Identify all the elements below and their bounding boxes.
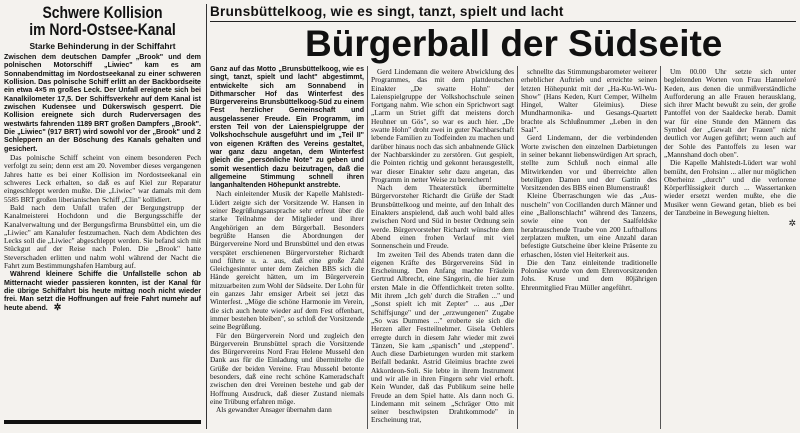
end-mark: ✲ <box>788 218 796 229</box>
ball-column-1-body <box>210 190 364 414</box>
ball-paragraph: Gerd Lindemann, der die verbindenden Worte zwischen den einzelnen Darbietungen in seiner bekannt liebenswürdigen Art sprach, stellte zum Schluß noch einmal alle Mitwirkenden vor und überreichte allen beteiligten Damen und der Gattin des Vorsitzenden des BBS einen Blumenstrauß! <box>521 133 657 193</box>
ball-paragraph: Nach einleitender Musik der Kapelle Mahlstedt-Lüdert zeigte sich der Vorsitzende W. Hansen in seiner Begrüßungsansprache sehr erfreut über die starke Teilnahme der Mitglieder und ihrer Angehörigen an dem Bürgerball. Besonders begrüßte Hansen die Abordnungen der Bürgervereine Nord und Brunsbüttel und den etwas verspätet erschienenen Bürgervorsteher Richardt und führte u. a. aus, daß eine große Zahl Gleichgesinnter unter dem Zeichen BBS sich die Hände gereicht hätten, um im Bürgerverein mitzuarbeiten zum Wohl der Südseite. Der Lohn für ein ganzes Jahr emsiger Arbeit sei jetzt das Winterfest. „Möge die schöne Harmonie im Verein, die sich auch heute wieder auf dem Fest offenbart, immer bestehen bleiben", so schloß der Vorsitzende seine Begrüßung. <box>210 189 364 332</box>
ball-lead: Ganz auf das Motto „Brunsbüttelkoog, wie es singt, tanzt, spielt und lacht" abgestimmt, entwickelte sich am Sonnabend in Dithmarscher Hof das Winterfest des Bürgervereins Brunsbüttelkoog-Süd zu einem Fest herzlicher Gemeinschaft und ausgelassener Freude. Ein Programm, im ersten Teil von der Laienspielgruppe der Volkshochschule ausgeführt und im „Teil II" von eigenen Kräften des Vereins gestaltet, war ganz dazu angetan, dem Winterfest gleich die „persönliche Note" zu geben und somit wesentlich dazu beizutragen, daß die allgemeine Stimmung schnell ihren langanhaltenden Höhepunkt anstrebte. <box>210 66 364 190</box>
ball-column-1 <box>210 66 364 414</box>
ball-headline: Bürgerball der Südseite <box>305 23 723 64</box>
ball-paragraph: Für den Bürgerverein Nord und zugleich den Bürgerverein Brunsbüttel sprach die Vorsitzende des Bürgervereins Nord Frau Helene Mussehl den Dank aus für die Einladung und übermittelte die Grüße der beiden Vereine. Frau Mussehl betonte besonders, daß eine recht schöne Kameradschaft zwischen den drei Vereinen bestehe und gab der Hoffnung Ausdruck, daß dieser Zustand niemals eine Trübung erfahren möge. <box>210 330 364 406</box>
ball-column-2-body <box>371 68 514 425</box>
ball-paragraph: Gerd Lindemann die weitere Abwicklung des Programmes, das mit dem plattdeutschen Einakter „De swatte Hohn" der Laienspielgruppe der Volkshochschule seinen Fortgang nahm. Wie schon ein Sprichwort sagt „Larm un Striet gifft dat meistens dorch Heuhner un Gös", so war es auch hier. „De swatte Hohn" droht zwei in guter Nachbarschaft lebende Familien zu Todfeinden zu machen und darüber hinaus noch das sich anbahnende Glück der Nachbarskinder zu zerstören. Gut gespielt, die Pointen richtig und gekonnt herausgestellt, war dieser Einakter sehr dazu angetan, das Programm in netter Weise zu bereichern! <box>371 67 514 184</box>
ball-column-3-body <box>521 68 657 292</box>
ball-column-4 <box>664 68 796 229</box>
collision-paragraph: Das polnische Schiff scheint von einem besonderen Pech verfolgt zu sein; denn erst am 20. November dieses vergangenen Jahres hatte es bei einer Kollision im Nordostseekanal ein schweres Leck erhalten, so daß es auf Kiel zur Reparatur eingeschleppt werden mußte. Die „Liwiec" war damals mit dem 5585 BRT großen liberianischen Schiff „Clin" kollidiert. <box>4 153 201 204</box>
collision-article <box>4 4 201 313</box>
column-divider <box>660 66 661 429</box>
end-mark: ✲ <box>53 302 62 313</box>
collision-closing-text: Während kleinere Schiffe die Unfallstelle schon ab Mitternacht wieder passieren konnten, ist der Kanal für die übrige Schiffahrt bis heute mittag noch nicht wieder frei. Man setzt die Hoffnungen auf freie Fahrt numehr auf heute abend. <box>4 270 201 313</box>
ball-column-3 <box>521 68 657 292</box>
column-divider <box>206 4 207 429</box>
ball-paragraph: Als gewandter Ansager übernahm dann <box>216 405 332 415</box>
ball-paragraph: schnellte das Stimmungsbarometer weiterer erheblicher Auftrieb und erreichte seinen letzten Höhepunkt mit der „Ha-Ku-Wi-Wu-Show" (Hans Keden, Kurt Cemper, Wilhelm Hingel, Walter Gleimius). Diese Mundharmonika- und Gesangs-Quartett brachte als Schlußnummer „Leben in den Saal". <box>521 67 657 135</box>
kicker-rule <box>210 21 796 22</box>
bottom-rule <box>4 420 201 424</box>
ball-paragraph: Kleine Überraschungen wie das „Aus-nuscheln" von Cocillanden durch Männer und eine „Ballonschlacht" während des Tanzens, sowie eine von der Saalfeldske herabrauschende Traube von 200 Luftballons zerplatzen mußten, um eine Anzahl daran befestigte Gutscheine über kleine Präsente zu erhaschen, lösten viel Heiterkeit aus. <box>521 191 657 259</box>
ball-paragraph: Im zweiten Teil des Abends traten dann die eigenen Kräfte des Bürgervereins Süd in Erscheinung. Den Anfang machte Fräulein Gertrud Albrecht, eine Sängerin, die hier zum ersten Male in die Öffentlichkeit treten sollte. Mit ihrem „Ich geh' durch die Straßen ..." und „Sonst spielt ich mit Zepter" ... aus „Der Schiffsjunge" und der „erzwungenen" Zugabe „So was Dummes ..." eroberte sie sich die Herzen aller Festteilnehmer. Gisela Oehlers erregte durch in diesem Jahr wieder mit zwei Tänzen, Sie kam „spanisch" und „steppend". Auch diese Darbietungen wurden mit starkem Beifall bedankt. Astrid Gleimius brachte zwei Akkordeon-Soli. Sie lebte in ihrem Instrument und wir alle in ihren Fingern sehr viel erhoft. Kein Wunder, daß das Publikum seine helle Freude an dem Spiel hatte. Als dann noch G. Lindemann mit seinem „Schräger Otto mit seiner beschwipsten Drahtkommode" in Erscheinung trat, <box>371 249 514 425</box>
collision-closing <box>4 270 201 312</box>
collision-body <box>4 154 201 270</box>
column-divider <box>517 66 518 429</box>
ball-kicker: Brunsbüttelkoog, wie es singt, tanzt, spielt und lacht <box>210 4 564 19</box>
ball-column-2 <box>371 68 514 425</box>
collision-headline-line2: im Nord-Ostsee-Kanal <box>29 20 176 39</box>
collision-paragraph: Bald nach dem Unfall trafen der Bergungstrupp der Kanalmeisterei Hochdonn und die Bergungsschiffe der Kanalverwaltung und der Bergungsfirma Brunsbüttel ein, um die „Liwiec" am Kanalufer festzumachen. Nach dem Abdichten des Lecks soll die „Liwiec" abgeschleppt werden. Sie befand sich mit Stückgut auf der Reise nach Polen. Die „Brook" hatte Steverschaden erlitten und nahm wohl während der Nacht die Fahrt zum Bestimmungshafen Hamburg auf. <box>4 202 201 270</box>
ball-paragraph: Die den Tanz einleitende traditionelle Polonäse wurde von dem Ehrenvorsitzenden Johs. Kruse und dem 80jährigen Ehrenmitglied Frau Müller angeführt. <box>521 257 657 292</box>
collision-subhead: Starke Behinderung in der Schiffahrt <box>29 41 176 51</box>
ball-paragraph: Die Kapelle Mahlstedt-Lüdert war wohl bemüht, den Frohsinn ... aller nur möglichen Oberheinz „durch" und die verlorene Körperflüssigkeit durch ... Wassertanken wieder ersetzt werden mußte, ehe die Musiker wenn Gewand getan, blieb es bei der Tanzbeine in Bewegung hielten. <box>664 158 796 218</box>
ball-paragraph: Nach dem Theaterstück übermittelte Bürgervorsteher Richardt die Grüße der Stadt Brunsbüttelkoog und meinte, auf den Inhalt des Einakters anspielend, daß auch wohl bald alles zwischen Nord und Süd in bester Ordnung sein werde. Bürgervorsteher Richardt wünschte dem Abend einen frohen Verlauf mit viel Sonnenschein und Freude. <box>371 183 514 251</box>
collision-lead: Zwischen dem deutschen Dampfer „Brook" und dem polnischen Motorschiff „Liwiec" kam es am Sonnabendmittag im Nordostseekanal zu einer schweren Kollision. Das polnische Schiff erlitt an der Backbordseite ein etwa 4×5 m großes Leck. Der Unfall ereignete sich bei Kanalkilometer 17,5. Der Schiffsverkehr auf dem Kanal ist zwischen Kudensee und Dükerswisch gesperrt. Die Kollision ereignete sich durch Ruderversagen des westwärts fahrenden 1189 BRT großen Dampfers „Brook". Die „Liwiec" (917 BRT) wird sowohl vor der „Brook" und 2 Schleppern an der Böschung des Kanals gehalten und gesichert. <box>4 53 201 153</box>
collision-headline-line1: Schwere Kollision <box>42 3 163 22</box>
ball-paragraph: Um 00.00 Uhr setzte sich unter begleitenden Worten von Frau Hanneloré Keden, aus denen die unmißverständliche Aufforderung an alle Frauen herausklang, sich ihrer Macht bewußt zu sein, der große Pantoffel von der Saaldecke herab. Damit war für eine Stunde den Männern das Symbol der „Gewalt der Frauen" nicht deutlich vor Augen geführt; wenn auch auf der Sohle des Pantoffels zu lesen war „Mannshand doch oben". <box>664 67 796 159</box>
ball-column-4-body <box>664 68 796 217</box>
column-divider <box>367 66 368 429</box>
